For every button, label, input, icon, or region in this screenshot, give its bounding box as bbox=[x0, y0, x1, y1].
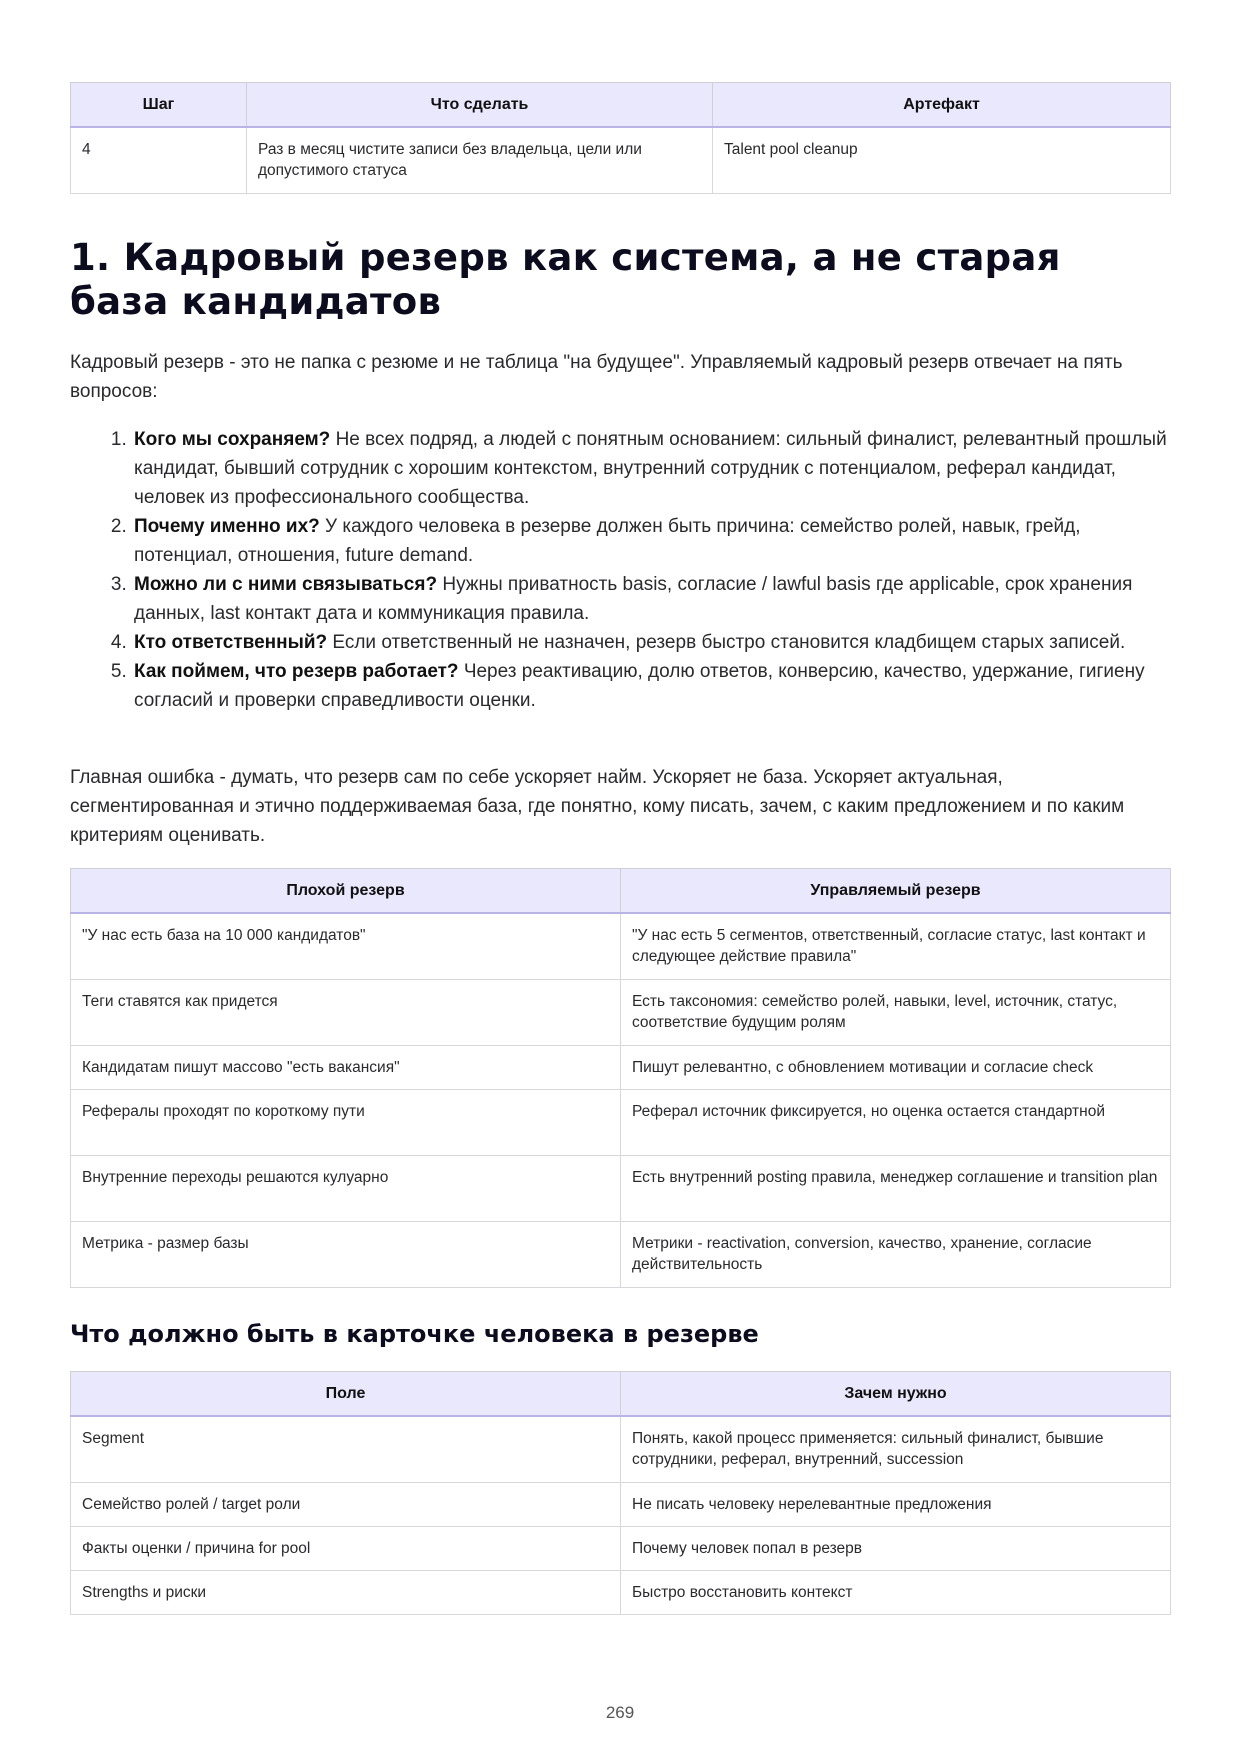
main-error-paragraph: Главная ошибка - думать, что резерв сам по себе ускоряет найм. Ускоряет не база. Ускоряет актуальная, сегментированная и этично поддерживаемая база, где понятно, кому писать, зачем, с каким предложением и по каким критериям оценивать. bbox=[70, 767, 1125, 846]
table-row bbox=[71, 1156, 1171, 1222]
table-cell: Есть таксономия: семейство ролей, навыки, level, источник, статус, соответствие будущим ролям bbox=[621, 980, 1171, 1046]
section-title: 1. Кадровый резерв как система, а не старая база кандидатов bbox=[70, 236, 1061, 323]
list-item bbox=[132, 657, 1170, 715]
table-row bbox=[71, 1046, 1171, 1090]
question-text: Не всех подряд, а людей с понятным основанием: сильный финалист, релевантный прошлый кандидат, бывший сотрудник с хорошим контекстом, внутренний сотрудник с потенциалом, реферал кандидат, человек из профессионального сообщества. bbox=[134, 429, 1167, 508]
table-cell: Раз в месяц чистите записи без владельца, цели или допустимого статуса bbox=[247, 127, 713, 194]
table-cell: Не писать человеку нерелевантные предложения bbox=[621, 1483, 1171, 1527]
table-cell: Есть внутренний posting правила, менеджер соглашение и transition plan bbox=[621, 1156, 1171, 1222]
steps-table bbox=[70, 82, 1171, 194]
table-header-cell: Плохой резерв bbox=[71, 869, 621, 914]
table-row bbox=[71, 1222, 1171, 1288]
question-bold: Почему именно их? bbox=[134, 516, 320, 537]
table-header-cell: Что сделать bbox=[247, 83, 713, 128]
table-header-cell: Шаг bbox=[71, 83, 247, 128]
table-row bbox=[71, 1416, 1171, 1483]
table-cell: Почему человек попал в резерв bbox=[621, 1527, 1171, 1571]
question-text: У каждого человека в резерве должен быть причина: семейство ролей, навык, грейд, потенциал, отношения, future demand. bbox=[134, 516, 1081, 566]
table-row bbox=[71, 1527, 1171, 1571]
table-row bbox=[71, 127, 1171, 194]
table-header-cell: Артефакт bbox=[713, 83, 1171, 128]
table-cell: Быстро восстановить контекст bbox=[621, 1571, 1171, 1615]
table-cell: Внутренние переходы решаются кулуарно bbox=[71, 1156, 621, 1222]
table-cell: Рефералы проходят по короткому пути bbox=[71, 1090, 621, 1156]
table-cell: Понять, какой процесс применяется: сильный финалист, бывшие сотрудники, реферал, внутренний, succession bbox=[621, 1416, 1171, 1483]
table-cell: Метрика - размер базы bbox=[71, 1222, 621, 1288]
table-cell: Talent pool cleanup bbox=[713, 127, 1171, 194]
page-number: 269 bbox=[605, 1703, 635, 1722]
table-header-cell: Управляемый резерв bbox=[621, 869, 1171, 914]
table-cell: Segment bbox=[71, 1416, 621, 1483]
table-header-row bbox=[71, 1372, 1171, 1417]
question-bold: Кто ответственный? bbox=[134, 632, 328, 653]
table-cell: Семейство ролей / target роли bbox=[71, 1483, 621, 1527]
table-header-cell: Зачем нужно bbox=[621, 1372, 1171, 1417]
question-text: Через реактивацию, долю ответов, конверсию, качество, удержание, гигиену согласий и проверки справедливости оценки. bbox=[134, 661, 1145, 711]
table-cell: Реферал источник фиксируется, но оценка остается стандартной bbox=[621, 1090, 1171, 1156]
table-header-row bbox=[71, 869, 1171, 914]
intro-paragraph: Кадровый резерв - это не папка с резюме и не таблица "на будущее". Управляемый кадровый резерв отвечает на пять вопросов: bbox=[70, 352, 1123, 402]
questions-list bbox=[70, 425, 1170, 715]
list-item bbox=[132, 570, 1170, 628]
question-text: Нужны приватность basis, согласие / lawful basis где applicable, срок хранения данных, last контакт дата и коммуникация правила. bbox=[134, 574, 1133, 624]
table-row bbox=[71, 1483, 1171, 1527]
list-item bbox=[132, 628, 1170, 657]
question-bold: Можно ли с ними связываться? bbox=[134, 574, 438, 595]
table-cell: Кандидатам пишут массово "есть вакансия" bbox=[71, 1046, 621, 1090]
list-item bbox=[132, 425, 1170, 512]
table-header-cell: Поле bbox=[71, 1372, 621, 1417]
table-row bbox=[71, 1571, 1171, 1615]
table-header-row bbox=[71, 83, 1171, 128]
table-row bbox=[71, 913, 1171, 980]
table-cell: Факты оценки / причина for pool bbox=[71, 1527, 621, 1571]
question-bold: Как поймем, что резерв работает? bbox=[134, 661, 459, 682]
fields-table bbox=[70, 1371, 1171, 1615]
table-cell: 4 bbox=[71, 127, 247, 194]
table-row bbox=[71, 1090, 1171, 1156]
table-cell: Теги ставятся как придется bbox=[71, 980, 621, 1046]
question-text: Если ответственный не назначен, резерв быстро становится кладбищем старых записей. bbox=[327, 632, 1126, 653]
table-cell: Strengths и риски bbox=[71, 1571, 621, 1615]
table-cell: "У нас есть 5 сегментов, ответственный, согласие статус, last контакт и следующее действие правила" bbox=[621, 913, 1171, 980]
table-cell: Метрики - reactivation, conversion, качество, хранение, согласие действительность bbox=[621, 1222, 1171, 1288]
subsection-title: Что должно быть в карточке человека в резерве bbox=[70, 1320, 759, 1348]
table-cell: "У нас есть база на 10 000 кандидатов" bbox=[71, 913, 621, 980]
table-cell: Пишут релевантно, с обновлением мотивации и согласие check bbox=[621, 1046, 1171, 1090]
compare-table bbox=[70, 868, 1171, 1288]
question-bold: Кого мы сохраняем? bbox=[134, 429, 331, 450]
table-row bbox=[71, 980, 1171, 1046]
list-item bbox=[132, 512, 1170, 570]
